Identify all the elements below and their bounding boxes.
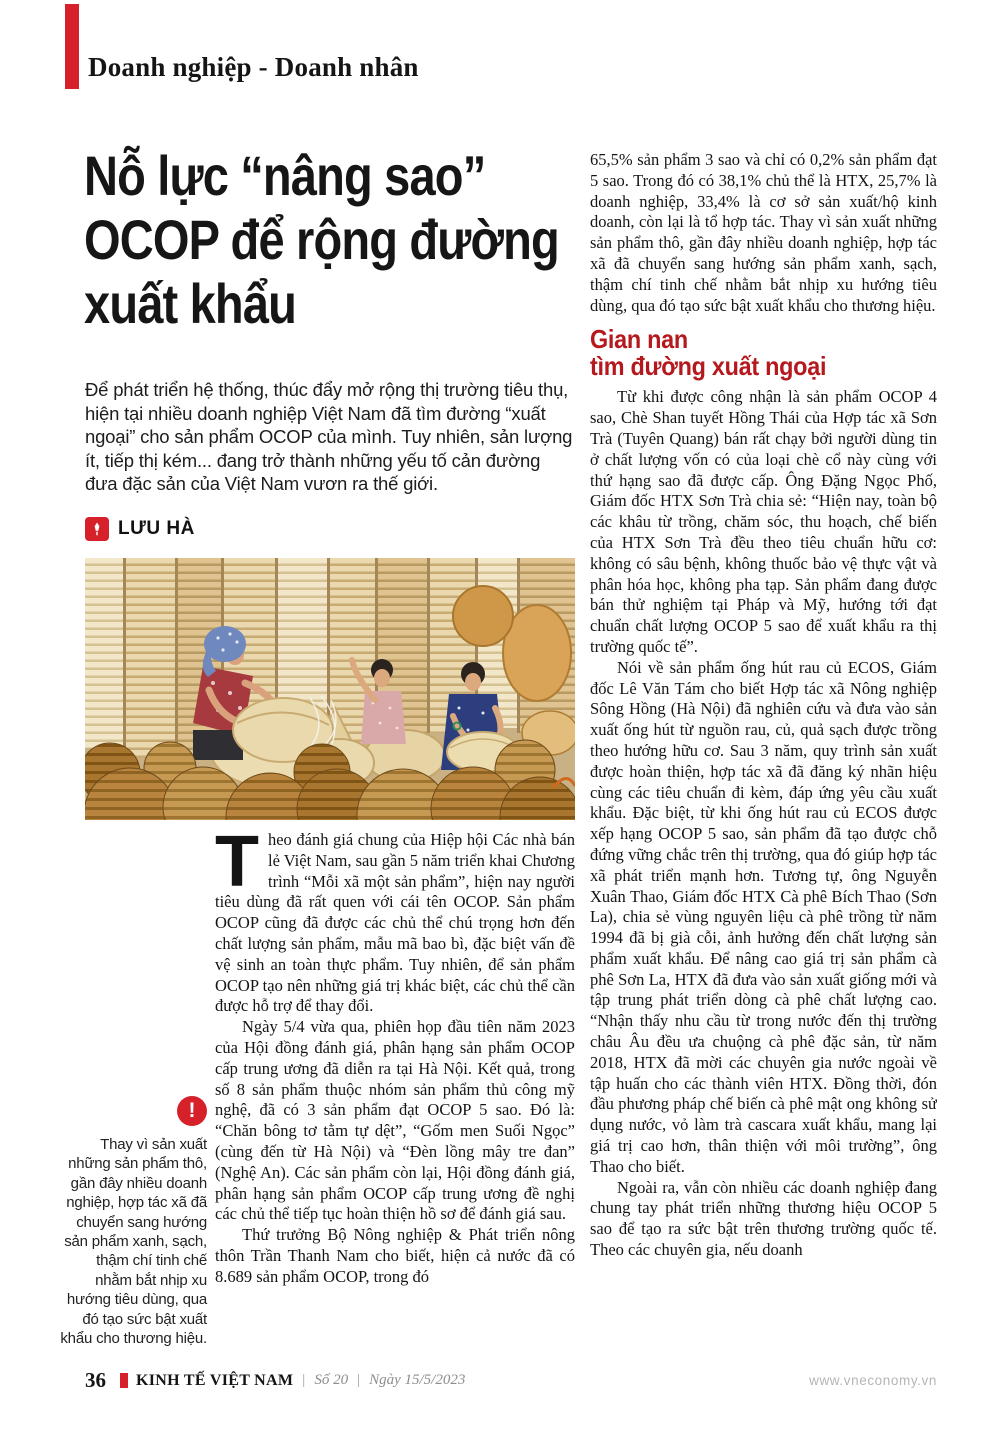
page-number: 36 bbox=[85, 1368, 106, 1392]
page-footer bbox=[85, 1368, 937, 1393]
website-link[interactable]: www.vneconomy.vn bbox=[809, 1373, 937, 1388]
article-title bbox=[84, 144, 588, 336]
issue-date: Ngày 15/5/2023 bbox=[369, 1372, 466, 1388]
section-heading-line-1: Gian nan bbox=[590, 324, 688, 355]
right-column bbox=[590, 150, 937, 1352]
paragraph: Nói về sản phẩm ống hút rau củ ECOS, Giám đốc Lê Văn Tám cho biết Hợp tác xã Nông nghiệp Sông Hồng (Hà Nội) đã nghiên cứu và đưa vào sản xuất ống hút từ nguồn rau, củ, quả sạch được trồng theo hướng hữu cơ. Sau 3 năm, quy trình sản xuất được hoàn thiện, hợp tác xã đã đăng ký nhãn hiệu cùng các tiêu chuẩn đi kèm, đáp ứng yêu cầu xuất khẩu. Đặc biệt, từ khi ống hút rau củ ECOS được xếp hạng OCOP 5 sao, sản phẩm đã tạo được chỗ đứng vững chắc trên thị trường, qua đó giúp hợp tác xã phát triển mạnh hơn. Tương tự, ông Nguyễn Xuân Thao, Giám đốc HTX Cà phê Bích Thao (Sơn La), chia sẻ vùng nguyên liệu cà phê trồng từ năm 1994 đã bị già cỗi, ảnh hưởng đến chất lượng sản phẩm xuất khẩu. Để nâng cao giá trị sản phẩm cà phê Sơn La, HTX đã đưa vào sản xuất giống mới và tập trung phát triển dòng cà phê chất lượng cao. “Nhận thấy nhu cầu từ trong nước đến thị trường châu Âu đều ưa chuộng cà phê đặc sản, từ năm 2018, HTX đã mời các chuyên gia nước ngoài về tập huấn cho các thành viên HTX. Đồng thời, đón đầu phương pháp chế biến cà phê mật ong không sử dụng nước, vỏ làm trà cascara xuất khẩu, mang lại giá trị cao hơn, thân thiện với môi trường”, ông Thao cho biết. bbox=[590, 657, 937, 1176]
lead-paragraph: Để phát triển hệ thống, thúc đẩy mở rộng thị trường tiêu thụ, hiện tại nhiều doanh nghiệp Việt Nam đã tìm đường “xuất ngoại” cho sản phẩm OCOP của mình. Tuy nhiên, sản lượng ít, tiếp thị kém... đang trở thành những yếu tố cản đường đưa đặc sản của Việt Nam vươn ra thế giới. bbox=[85, 379, 573, 495]
issue-number: Số 20 bbox=[314, 1372, 349, 1388]
paragraph: Thứ trưởng Bộ Nông nghiệp & Phát triển nông thôn Trần Thanh Nam cho biết, hiện cả nước đã có 8.689 sản phẩm OCOP, trong đó bbox=[215, 1225, 575, 1286]
title-line-1: Nỗ lực “nâng sao” bbox=[84, 144, 486, 207]
footer-logo-square bbox=[120, 1373, 128, 1388]
paragraph-text: heo đánh giá chung của Hiệp hội Các nhà bán lẻ Việt Nam, sau gần 5 năm triển khai Chương trình “Mỗi xã một sản phẩm”, hiện nay người tiêu dùng đã rất quen với cái tên OCOP. Sản phẩm OCOP cũng đã được các chủ thể chú trọng hơn đến chất lượng sản phẩm, mẫu mã bao bì, đặc biệt vấn đề vệ sinh an toàn thực phẩm. Tuy nhiên, để sản phẩm OCOP tạo nên những giá trị khác biệt, các chủ thể cần được hỗ trợ để thay đổi. bbox=[215, 830, 575, 1016]
byline-author: LƯU HÀ bbox=[118, 518, 195, 539]
kicker-red-bar bbox=[65, 4, 79, 89]
paragraph: Ngày 5/4 vừa qua, phiên họp đầu tiên năm 2023 của Hội đồng đánh giá, phân hạng sản phẩm OCOP cấp trung ương đã diễn ra tại Hà Nội. Kết quả, trong số 8 sản phẩm thuộc nhóm sản phẩm thủ công mỹ nghệ, đã có 3 sản phẩm đạt OCOP 5 sao. Đó là: “Chăn bông tơ tằm tự dệt”, “Gốm men Suối Ngọc” (cùng đến từ Hà Nội) và “Đèn lồng mây tre đan” (Nghệ An). Các sản phẩm còn lại, Hội đồng đánh giá, phân hạng sản phẩm OCOP cấp trung ương đề nghị các chủ thể tiếp tục hoàn thiện hồ sơ để đánh giá sau. bbox=[215, 1017, 575, 1224]
section-heading-line-2: tìm đường xuất ngoại bbox=[590, 351, 827, 382]
paragraph bbox=[215, 830, 575, 1017]
byline bbox=[85, 517, 195, 541]
magazine-name: KINH TẾ VIỆT NAM bbox=[136, 1371, 294, 1389]
section-kicker: Doanh nghiệp - Doanh nhân bbox=[88, 52, 419, 82]
drop-cap: T bbox=[215, 830, 259, 902]
feature-photo bbox=[85, 558, 575, 820]
left-column bbox=[215, 830, 575, 1352]
title-line-2: OCOP để rộng đường bbox=[84, 208, 559, 271]
footer-separator: | bbox=[302, 1372, 306, 1388]
pullquote bbox=[60, 1096, 207, 1348]
paragraph: Ngoài ra, vẫn còn nhiều các doanh nghiệp đang chung tay phát triển những thương hiệu OCOP 5 sao để tạo ra sức bật trên thương trường quốc tế. Theo các chuyên gia, nếu doanh bbox=[590, 1177, 937, 1260]
section-heading bbox=[590, 326, 932, 380]
paragraph: 65,5% sản phẩm 3 sao và chỉ có 0,2% sản phẩm đạt 5 sao. Trong đó có 38,1% chủ thể là HTX, 25,7% là doanh nghiệp, 33,4% là cơ sở sản xuất/hộ kinh doanh, còn lại là tổ hợp tác. Thay vì sản xuất những sản phẩm thô, gần đây nhiều doanh nghiệp, hợp tác xã đã chuyển sang hướng sản phẩm xanh, sạch, thậm chí tinh chế nhằm bắt nhịp xu hướng tiêu dùng, qua đó tạo sức bật xuất khẩu cho thương hiệu. bbox=[590, 150, 937, 315]
pen-icon bbox=[85, 517, 109, 541]
pullquote-text: Thay vì sản xuất những sản phẩm thô, gần đây nhiều doanh nghiệp, hợp tác xã đã chuyển sang hướng sản phẩm xanh, sạch, thậm chí tinh chế nhằm bắt nhịp xu hướng tiêu dùng, qua đó tạo sức bật xuất khẩu cho thương hiệu. bbox=[60, 1136, 207, 1348]
paragraph: Từ khi được công nhận là sản phẩm OCOP 4 sao, Chè Shan tuyết Hồng Thái của Hợp tác xã Sơn Trà (Tuyên Quang) bán rất chạy bởi người dùng tin ở chất lượng vốn có của loại chè cổ này cùng với thứ hạng sao đã được cấp. Ông Đặng Ngọc Phố, Giám đốc HTX Sơn Trà chia sẻ: “Hiện nay, toàn bộ các khâu từ trồng, chăm sóc, thu hoạch, chế biến của HTX Sơn Trà đều theo tiêu chuẩn hữu cơ: không có sâu bệnh, không thuốc bảo vệ thực vật và phân hóa học, không pha tạp. Sản phẩm đang được bán thử nghiệm tại Pháp và Mỹ, hướng tới đạt chuẩn chất lượng OCOP 5 sao để xuất khẩu ra thị trường quốc tế”. bbox=[590, 387, 937, 656]
footer-separator: | bbox=[357, 1372, 361, 1388]
title-line-3: xuất khẩu bbox=[84, 272, 297, 335]
alert-icon: ! bbox=[177, 1096, 207, 1126]
